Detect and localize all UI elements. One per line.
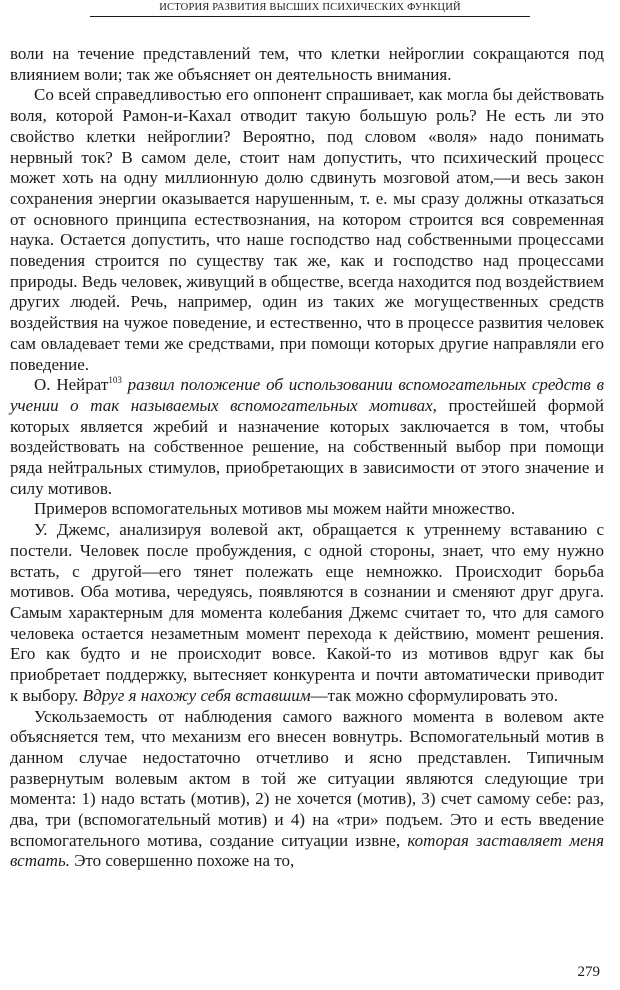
paragraph-3 — [10, 375, 604, 499]
body-text — [10, 44, 604, 872]
paragraph-6-end: Это совершенно похоже на то, — [69, 851, 295, 871]
paragraph-6 — [10, 707, 604, 873]
paragraph-1: воли на течение представлений тем, что клетки нейроглии сокращаются под влиянием воли; так же объясняет он деятельность внимания. — [10, 44, 604, 84]
paragraph-5-italic: Вдруг я нахожу себя вставшим — [78, 685, 311, 705]
paragraph-3-rest: простейшей формой которых является жребий и назначение которых заключается в том, чтобы воздействовать на собственное решение, на собственный выбор при помощи ряда нейтральных стимулов, приобретающих в зависимости от этого значение и силу мотивов. — [10, 395, 604, 498]
paragraph-2: Со всей справедливостью его оппонент спрашивает, как могла бы действовать воля, которой Рамон-и-Кахал отводит такую большую роль? Не есть ли это свойство клетки нейроглии? Вероятно, под словом «воля» надо понимать нервный ток? В самом деле, стоит нам допустить, что психический процесс может хоть на одну миллионную долю сдвинуть мозговой атом,—и весь закон сохранения энергии оказывается нарушенным, т. е. мы сразу должны отказаться от основного принципа естествознания, на котором строится вся современная наука. Остается допустить, что наше господство над собственными процессами поведения строится по существу так же, как и господство над процессами природы. Ведь человек, живущий в обществе, всегда находится под воздействием других людей. Речь, например, один из таких же могущественных средств воздействия на чужое поведение, и естественно, что в процессе развития человек сам овладевает теми же средствами, при помощи которых другие направляли его поведение. — [10, 85, 604, 374]
paragraph-3-lead: О. Нейрат — [34, 375, 109, 395]
footnote-ref-103: 103 — [108, 375, 122, 386]
paragraph-4: Примеров вспомогательных мотивов мы можем найти множество. — [34, 499, 516, 519]
paragraph-6-main: Ускользаемость от наблюдения самого важного момента в волевом акте объясняется тем, что механизм его внесен вовнутрь. Вспомогательный мотив в данном случае недостаточно отчетливо и ясно представлен. Типичным развернутым волевым актом в той же ситуации являются следующие три момента: 1) надо встать (мотив), 2) не хочется (мотив), 3) счет самому себе: раз, два, три (вспомогательный мотив) и 4) на «три» подъем. Это и есть введение вспомогательного мотива, создание ситуации извне, — [10, 706, 604, 850]
paragraph-5 — [10, 520, 604, 706]
paragraph-5-end: —так можно сформулировать это. — [310, 685, 558, 705]
paragraph-3-italic: развил положение об использовании вспомогательных средств в учении о так называемых вспомогательных мотивах, — [10, 375, 605, 415]
paragraph-5-main: У. Джемс, анализируя волевой акт, обращается к утреннему вставанию с постели. Человек после пробуждения, с одной стороны, знает, что ему нужно встать, с другой—его тянет полежать еще немножко. Происходит борьба мотивов. Оба мотива, чередуясь, появляются в сознании и сменяют друг друга. Самым характерным для момента колебания Джемс считает то, что для самого человека остается незаметным момент перехода к действию, момент решения. Его как будто и не происходит вовсе. Какой-то из мотивов вдруг как бы приобретает поддержку, вытесняет конкурента и почти автоматически приводит к выбору. — [10, 520, 604, 705]
paragraph-6-italic: которая заставляет меня встать. — [10, 830, 604, 871]
running-head: ИСТОРИЯ РАЗВИТИЯ ВЫСШИХ ПСИХИЧЕСКИХ ФУНКЦИЙ — [90, 2, 530, 17]
page-number: 279 — [577, 964, 600, 980]
